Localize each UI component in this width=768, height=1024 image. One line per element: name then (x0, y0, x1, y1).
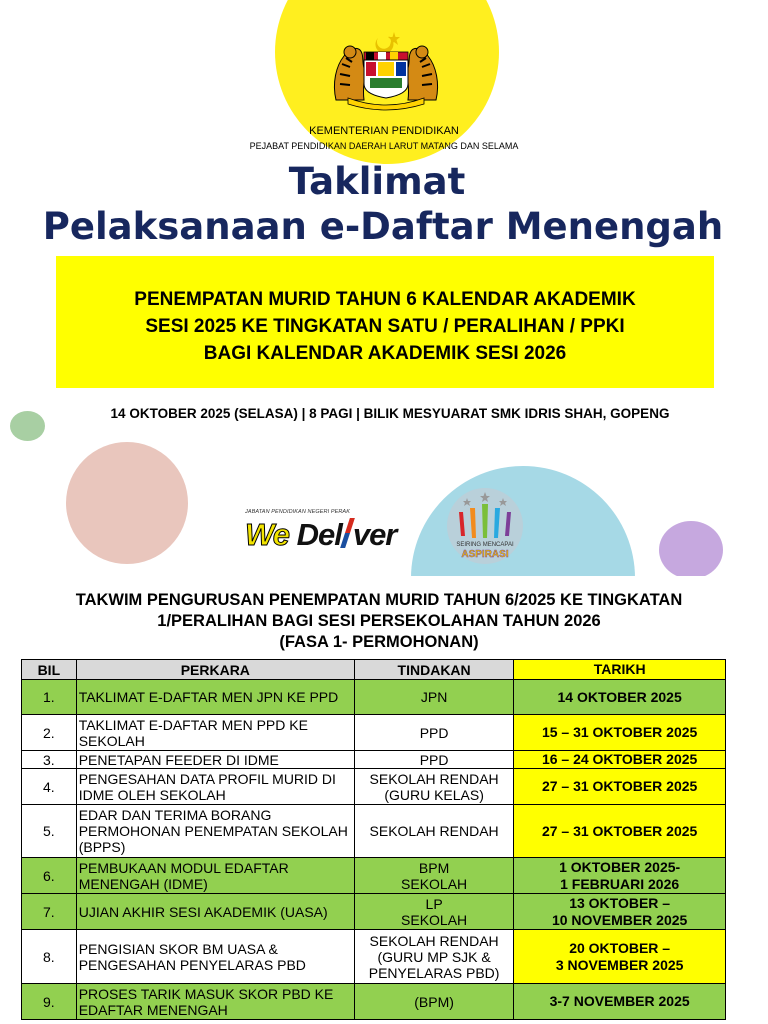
district-office-name: PEJABAT PENDIDIKAN DAERAH LARUT MATANG DAN SELAMA (249, 141, 519, 151)
cell-bil: 4. (22, 769, 77, 805)
table-row (22, 715, 726, 751)
header-tarikh: TARIKH (514, 660, 726, 680)
schedule-heading (0, 590, 758, 653)
cell-tindakan: JPN (354, 680, 513, 715)
we-deliver-del: Del (296, 517, 342, 552)
subject-line1: PENEMPATAN MURID TAHUN 6 KALENDAR AKADEMIK (134, 289, 636, 310)
page-title-line1: Taklimat (288, 160, 466, 203)
badge-top-text: SEIRING MENCAPAI (456, 542, 514, 548)
cell-tarikh: 27 – 31 OKTOBER 2025 (514, 805, 726, 858)
page-title-line2: Pelaksanaan e-Daftar Menengah (42, 205, 724, 248)
cell-perkara: TAKLIMAT E-DAFTAR MEN JPN KE PPD (76, 680, 354, 715)
cell-bil: 5. (22, 805, 77, 858)
cell-bil: 1. (22, 680, 77, 715)
table-row (22, 680, 726, 715)
table-row (22, 751, 726, 769)
header-tindakan: TINDAKAN (354, 660, 513, 680)
aspirasi-badge-icon (445, 486, 525, 568)
cell-tarikh (514, 894, 726, 930)
schedule-heading-line3: (FASA 1- PERMOHONAN) (279, 633, 479, 651)
header-perkara: PERKARA (76, 660, 354, 680)
decorative-pink-circle (66, 442, 188, 564)
cell-bil: 8. (22, 930, 77, 984)
tarikh-line2: 1 FEBRUARI 2026 (560, 875, 680, 892)
subject-text (56, 286, 714, 367)
ministry-name: KEMENTERIAN PENDIDIKAN (309, 125, 459, 137)
cell-tarikh: 3-7 NOVEMBER 2025 (514, 984, 726, 1020)
coat-of-arms-icon (328, 28, 444, 112)
cell-tindakan: (BPM) (354, 984, 513, 1020)
cell-tarikh: 16 – 24 OKTOBER 2025 (514, 751, 726, 769)
we-deliver-ver: ver (352, 517, 397, 552)
tarikh-line1: 1 OKTOBER 2025- (559, 858, 681, 875)
cell-perkara: PENGESAHAN DATA PROFIL MURID DI IDME OLEH SEKOLAH (76, 769, 354, 805)
tarikh-line2: 3 NOVEMBER 2025 (555, 956, 684, 973)
event-details: 14 OKTOBER 2025 (SELASA) | 8 PAGI | BILIK MESYUARAT SMK IDRIS SHAH, GOPENG (110, 406, 670, 421)
cell-tarikh: 27 – 31 OKTOBER 2025 (514, 769, 726, 805)
cell-tindakan: SEKOLAH RENDAH (GURU KELAS) (354, 769, 513, 805)
cell-tarikh: 15 – 31 OKTOBER 2025 (514, 715, 726, 751)
we-deliver-we: We (245, 517, 289, 552)
tindakan-line2: SEKOLAH (401, 875, 468, 892)
tindakan-line1: BPM (418, 859, 450, 876)
table-row (22, 858, 726, 894)
cell-tindakan (354, 894, 513, 930)
subject-line3: BAGI KALENDAR AKADEMIK SESI 2026 (203, 343, 567, 364)
cell-tindakan (354, 858, 513, 894)
cell-perkara: UJIAN AKHIR SESI AKADEMIK (UASA) (76, 894, 354, 930)
cell-perkara: PEMBUKAAN MODUL EDAFTAR MENENGAH (IDME) (76, 858, 354, 894)
cell-perkara: PENGISIAN SKOR BM UASA & PENGESAHAN PENYELARAS PBD (76, 930, 354, 984)
tindakan-line2: SEKOLAH (401, 911, 468, 928)
table-row (22, 894, 726, 930)
table-row (22, 930, 726, 984)
cell-perkara: TAKLIMAT E-DAFTAR MEN PPD KE SEKOLAH (76, 715, 354, 751)
table-row (22, 769, 726, 805)
cell-bil: 9. (22, 984, 77, 1020)
cell-tarikh: 14 OKTOBER 2025 (514, 680, 726, 715)
decorative-purple-circle (659, 521, 723, 579)
cell-tindakan: PPD (354, 751, 513, 769)
schedule-heading-line1: TAKWIM PENGURUSAN PENEMPATAN MURID TAHUN 6/2025 KE TINGKATAN (75, 591, 683, 609)
header-bil: BIL (22, 660, 77, 680)
cell-tindakan: PPD (354, 715, 513, 751)
cell-perkara: PROSES TARIK MASUK SKOR PBD KE EDAFTAR MENENGAH (76, 984, 354, 1020)
tarikh-line2: 10 NOVEMBER 2025 (551, 911, 688, 928)
table-row (22, 984, 726, 1020)
tindakan-line1: LP (425, 895, 443, 912)
schedule-table (21, 659, 726, 1020)
cell-tindakan: SEKOLAH RENDAH (GURU MP SJK & PENYELARAS PBD) (354, 930, 513, 984)
cell-bil: 6. (22, 858, 77, 894)
cell-bil: 3. (22, 751, 77, 769)
cell-perkara: PENETAPAN FEEDER DI IDME (76, 751, 354, 769)
cell-tarikh (514, 858, 726, 894)
we-deliver-logo (245, 517, 396, 553)
table-row (22, 805, 726, 858)
tarikh-line1: 20 OKTOBER – (569, 939, 671, 956)
table-header-row (22, 660, 726, 680)
subject-line2: SESI 2025 KE TINGKATAN SATU / PERALIHAN / PPKI (145, 316, 625, 337)
cell-tarikh (514, 930, 726, 984)
cell-tindakan: SEKOLAH RENDAH (354, 805, 513, 858)
cell-bil: 7. (22, 894, 77, 930)
cell-perkara: EDAR DAN TERIMA BORANG PERMOHONAN PENEMPATAN SEKOLAH (BPPS) (76, 805, 354, 858)
tarikh-line1: 13 OKTOBER – (569, 894, 671, 911)
we-deliver-caption: JABATAN PENDIDIKAN NEGERI PERAK (245, 509, 350, 515)
schedule-heading-line2: 1/PERALIHAN BAGI SESI PERSEKOLAHAN TAHUN 2026 (157, 612, 601, 630)
badge-bottom-text: ASPIRASI (461, 549, 509, 560)
cell-bil: 2. (22, 715, 77, 751)
